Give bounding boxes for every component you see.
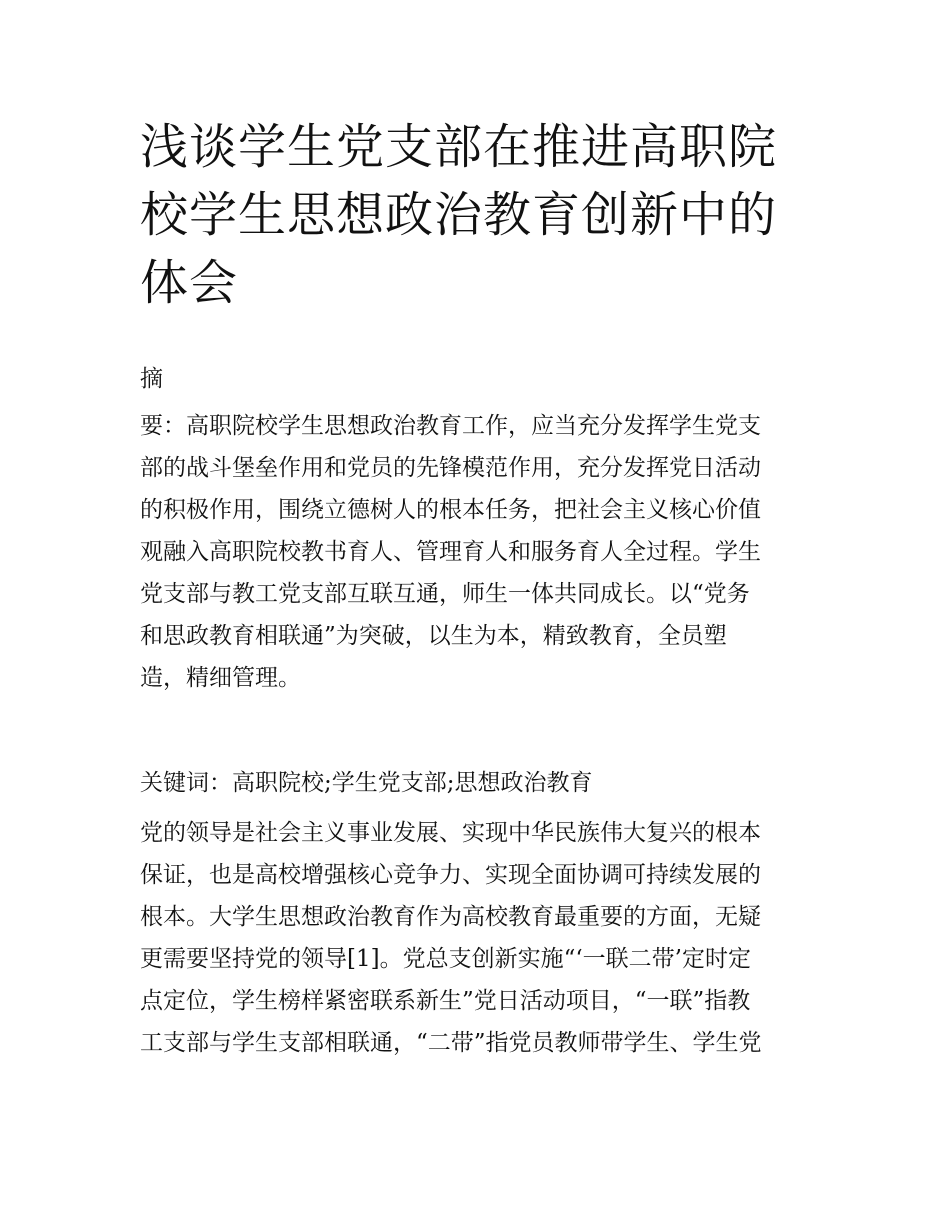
abstract-line: 党支部与教工党支部互联互通，师生一体共同成长。以“党务 [140,581,750,607]
body-line: 保证，也是高校增强核心竞争力、实现全面协调可持续发展的 [140,862,761,888]
body-line: 更需要坚持党的领导[1]。党总支创新实施“‘一联二带’定时定 [140,946,751,972]
keywords: 关键词：高职院校;学生党支部;思想政治教育 [140,770,593,796]
abstract-line: 造，精细管理。 [140,665,301,691]
body-line: 工支部与学生支部相联通，“二带”指党员教师带学生、学生党 [140,1030,762,1056]
abstract-line: 和思政教育相联通”为突破，以生为本，精致教育，全员塑 [140,623,727,649]
body-paragraph [140,812,820,1064]
abstract-line: 部的战斗堡垒作用和党员的先锋模范作用，充分发挥党日活动 [140,455,761,481]
body-line: 根本。大学生思想政治教育作为高校教育最重要的方面，无疑 [140,904,761,930]
body-line: 党的领导是社会主义事业发展、实现中华民族伟大复兴的根本 [140,820,761,846]
title-line: 体会 [140,255,239,311]
abstract-paragraph [140,405,820,699]
title-line: 浅谈学生党支部在推进高职院 [140,119,778,175]
abstract-heading: 摘 [140,366,163,392]
title-line: 校学生思想政治教育创新中的 [140,187,778,243]
abstract-line: 要：高职院校学生思想政治教育工作，应当充分发挥学生党支 [140,413,761,439]
document-title [140,113,820,317]
body-line: 点定位，学生榜样紧密联系新生”党日活动项目，“一联”指教 [140,988,751,1014]
abstract-line: 的积极作用，围绕立德树人的根本任务，把社会主义核心价值 [140,497,761,523]
abstract-line: 观融入高职院校教书育人、管理育人和服务育人全过程。学生 [140,539,761,565]
